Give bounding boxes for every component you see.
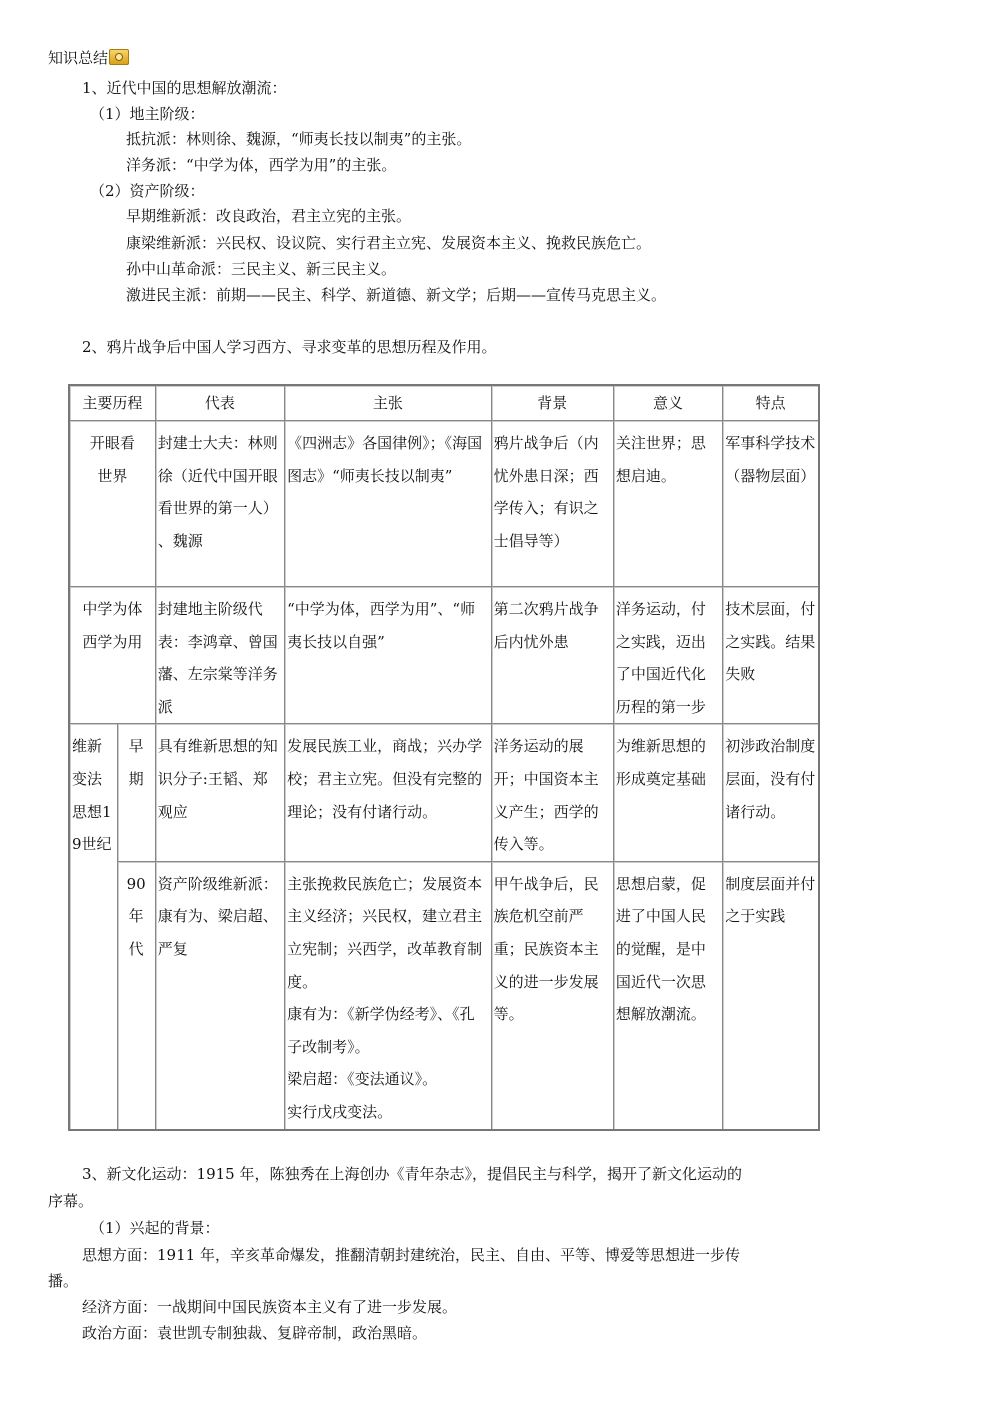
section2-title: 2、鸦片战争后中国人学习西方、寻求变革的思想历程及作用。 — [82, 338, 497, 356]
bg-cell: 洋务运动的展开；中国资本主义产生；西学的传入等。 — [491, 724, 613, 861]
idea-cell: 主张挽救民族危亡；发展资本主义经济；兴民权，建立君主立宪制；兴西学，改革教育制度。 康有为：《新学伪经考》、《孔子改制考》。 梁启超：《变法通议》。 实行戊戌变法。 — [285, 861, 492, 1129]
stage-cell: 开眼看 世界 — [69, 421, 155, 587]
section3-title-cont: 序幕。 — [48, 1192, 94, 1210]
header-cell: 特点 — [723, 385, 819, 421]
section1-sub2: （2）资产阶级： — [90, 182, 205, 200]
meaning-cell: 关注世界；思想启迪。 — [613, 421, 722, 587]
stage-cell: 维新变法思想19世纪 — [69, 724, 117, 1130]
feature-cell: 技术层面，付之实践。结果失败 — [723, 587, 819, 724]
history-table — [68, 384, 820, 1131]
feature-cell: 制度层面并付之于实践 — [723, 861, 819, 1129]
table-row — [69, 587, 819, 724]
section1-item: 孙中山革命派：三民主义、新三民主义。 — [126, 260, 397, 278]
folder-icon[interactable] — [109, 49, 129, 65]
section1-item: 激进民主派：前期——民主、科学、新道德、新文学；后期——宣传马克思主义。 — [126, 286, 667, 304]
period-cell: 90年代 — [117, 861, 155, 1129]
table-row — [69, 421, 819, 587]
section1-sub1: （1）地主阶级： — [90, 105, 205, 123]
header-cell: 意义 — [613, 385, 722, 421]
feature-cell: 军事科学技术（器物层面） — [723, 421, 819, 587]
table-header-row — [69, 385, 819, 421]
section3-paragraph: 思想方面：1911 年，辛亥革命爆发，推翻清朝封建统治，民主、自由、平等、博爱等思想进一步传 — [82, 1246, 740, 1264]
stage-cell: 中学为体 西学为用 — [69, 587, 155, 724]
bg-cell: 甲午战争后，民族危机空前严重；民族资本主义的进一步发展等。 — [491, 861, 613, 1129]
header-cell: 主要历程 — [69, 385, 155, 421]
meaning-cell: 思想启蒙，促进了中国人民的觉醒，是中国近代一次思想解放潮流。 — [613, 861, 722, 1129]
period-cell: 早期 — [117, 724, 155, 861]
meaning-cell: 为维新思想的形成奠定基础 — [613, 724, 722, 861]
section3-paragraph-cont: 播。 — [48, 1272, 79, 1290]
section1-item: 康梁维新派：兴民权、设议院、实行君主立宪、发展资本主义、挽救民族危亡。 — [126, 234, 652, 252]
idea-cell: “中学为体，西学为用”、“师夷长技以自强” — [285, 587, 492, 724]
header-cell: 代表 — [155, 385, 284, 421]
section1-title: 1、近代中国的思想解放潮流： — [82, 79, 287, 97]
section1-item: 洋务派：“中学为体，西学为用”的主张。 — [126, 156, 397, 174]
section3-sub1: （1）兴起的背景： — [90, 1219, 220, 1237]
meaning-cell: 洋务运动，付之实践，迈出了中国近代化历程的第一步 — [613, 587, 722, 724]
section1-item: 早期维新派：改良政治，君主立宪的主张。 — [126, 207, 412, 225]
section1-item: 抵抗派：林则徐、魏源，“师夷长技以制夷”的主张。 — [126, 130, 472, 148]
rep-cell: 具有维新思想的知识分子:王韬、郑观应 — [155, 724, 284, 861]
idea-cell: 发展民族工业，商战；兴办学校；君主立宪。但没有完整的理论；没有付诸行动。 — [285, 724, 492, 861]
header-cell: 主张 — [285, 385, 492, 421]
heading — [48, 48, 129, 68]
rep-cell: 封建士大夫：林则徐（近代中国开眼看世界的第一人） 、魏源 — [155, 421, 284, 587]
section3-title: 3、新文化运动：1915 年，陈独秀在上海创办《青年杂志》，提倡民主与科学，揭开了新文化运动的 — [82, 1165, 742, 1183]
bg-cell: 第二次鸦片战争后内忧外患 — [491, 587, 613, 724]
section3-paragraph: 政治方面：袁世凯专制独裁、复辟帝制，政治黑暗。 — [82, 1324, 428, 1342]
section3-paragraph: 经济方面：一战期间中国民族资本主义有了进一步发展。 — [82, 1298, 458, 1316]
table-row — [69, 861, 819, 1129]
idea-cell: 《四洲志》各国律例》；《海国图志》“师夷长技以制夷” — [285, 421, 492, 587]
table-row — [69, 724, 819, 861]
rep-cell: 资产阶级维新派：康有为、梁启超、严复 — [155, 861, 284, 1129]
header-cell: 背景 — [491, 385, 613, 421]
bg-cell: 鸦片战争后（内忧外患日深；西学传入；有识之士倡导等） — [491, 421, 613, 587]
feature-cell: 初涉政治制度层面，没有付诸行动。 — [723, 724, 819, 861]
rep-cell: 封建地主阶级代表：李鸿章、曾国藩、左宗棠等洋务派 — [155, 587, 284, 724]
heading-text: 知识总结 — [48, 49, 109, 67]
